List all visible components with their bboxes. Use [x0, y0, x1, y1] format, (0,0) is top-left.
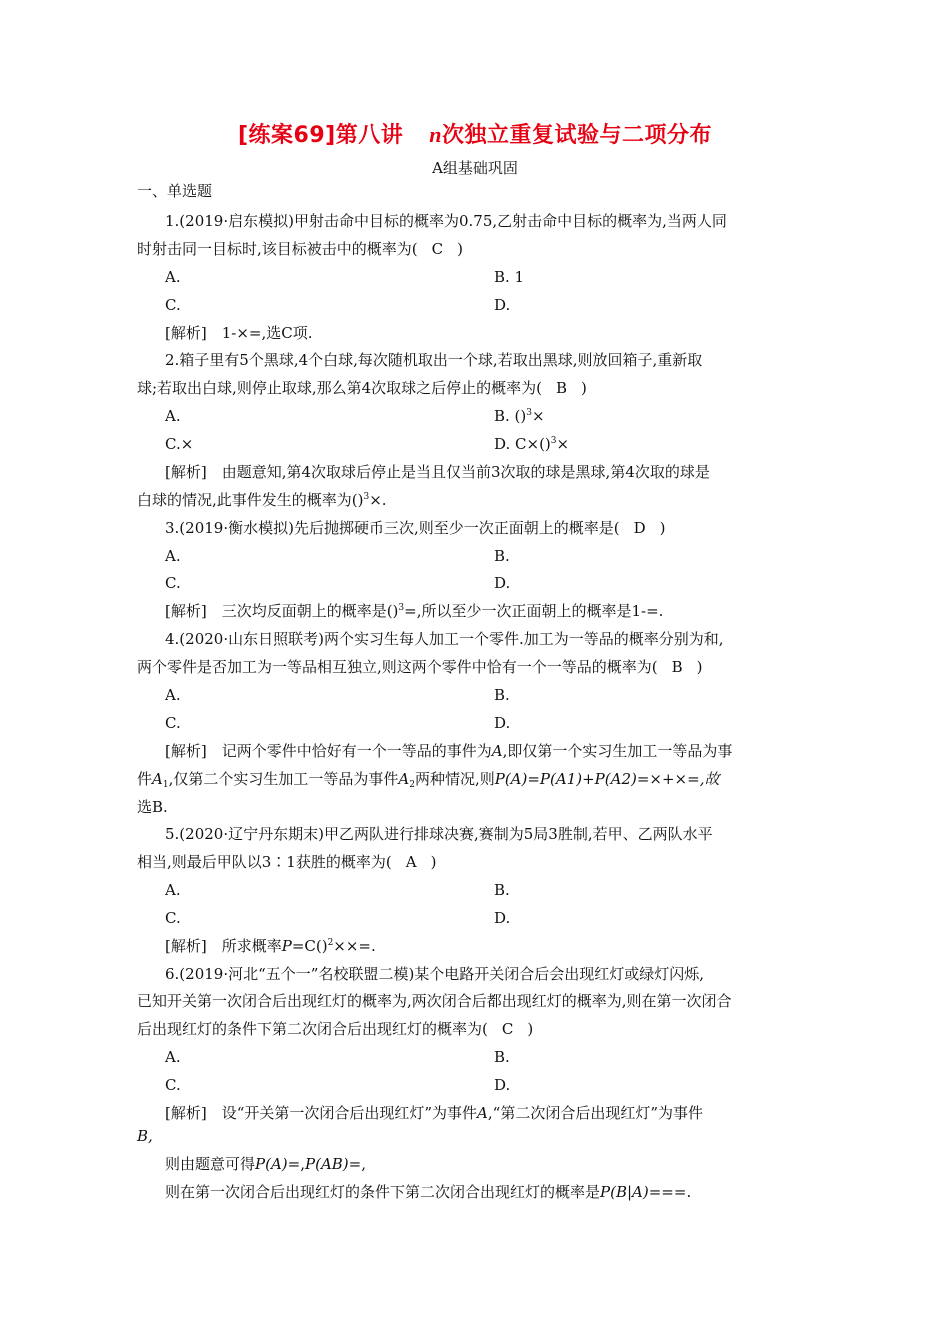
q6-stem-line1: 6.(2019·河北“五个一”名校联盟二模)某个电路开关闭合后会出现红灯或绿灯闪烁,	[165, 965, 705, 983]
q3-answer: D	[633, 519, 646, 537]
q5-analysis: [解析] 所求概率P=C()$^2$××=.	[165, 937, 376, 955]
q1-stem-line1: 1.(2019·启东模拟)甲射击命中目标的概率为0.75,乙射击命中目标的概率为,当两人同	[165, 212, 727, 230]
q4-formula: P(A)=P(A1)+P(A2)=×+×=,故	[494, 770, 720, 788]
q2-option-b: B. ()$^3$×	[494, 407, 545, 425]
q1-option-d: D.	[494, 296, 511, 314]
q6-analysis-line2: B,	[137, 1127, 153, 1145]
q4-option-a: A.	[165, 686, 181, 704]
q4-analysis-line3: 选B.	[137, 798, 168, 816]
q5-option-a: A.	[165, 881, 181, 899]
section-heading: 一、单选题	[137, 182, 213, 200]
q4-option-c: C.	[165, 714, 181, 732]
q3-analysis: [解析] 三次均反面朝上的概率是()$^3$=,所以至少一次正面朝上的概率是1-=.	[165, 602, 664, 620]
q3-option-a: A.	[165, 547, 181, 565]
q6-option-a: A.	[165, 1048, 181, 1066]
title-n: n	[429, 122, 442, 147]
q4-analysis-line2: 件$A_1$,仅第二个实习生加工一等品为事件$A_2$两种情况,则P(A)=P(A1)+P(A2)=×+×=,故	[137, 770, 720, 790]
q4-answer: B	[671, 658, 683, 676]
q6-analysis-line3: 则由题意可得P(A)=,P(AB)=,	[165, 1155, 366, 1173]
q6-option-d: D.	[494, 1076, 511, 1094]
q6-analysis-line4: 则在第一次闭合后出现红灯的条件下第二次闭合出现红灯的概率是P(B|A)===.	[165, 1183, 692, 1201]
q3-option-b: B.	[494, 547, 510, 565]
q5-option-b: B.	[494, 881, 510, 899]
q2-option-c: C.×	[165, 435, 194, 453]
q6-stem-line2: 已知开关第一次闭合后出现红灯的概率为,两次闭合后都出现红灯的概率为,则在第一次闭合	[137, 992, 732, 1010]
q2-option-a: A.	[165, 407, 181, 425]
q5-stem-line1: 5.(2020·辽宁丹东期末)甲乙两队进行排球决赛,赛制为5局3胜制,若甲、乙两队水平	[165, 825, 713, 843]
q3-stem: 3.(2019·衡水模拟)先后抛掷硬币三次,则至少一次正面朝上的概率是( D )	[165, 519, 666, 537]
q3-option-d: D.	[494, 574, 511, 592]
q2-analysis-line1: [解析] 由题意知,第4次取球后停止是当且仅当前3次取的球是黑球,第4次取的球是	[165, 463, 710, 481]
q5-option-d: D.	[494, 909, 511, 927]
title-prefix: [练案69]第八讲	[238, 123, 404, 148]
q1-analysis: [解析] 1-×=,选C项.	[165, 324, 313, 342]
q4-option-b: B.	[494, 686, 510, 704]
q2-analysis-line2: 白球的情况,此事件发生的概率为()$^3$×.	[137, 491, 387, 509]
q2-option-d: D. C×()$^3$×	[494, 435, 570, 453]
q4-stem-line2: 两个零件是否加工为一等品相互独立,则这两个零件中恰有一个一等品的概率为( B )	[137, 658, 703, 676]
q6-stem-line3: 后出现红灯的条件下第二次闭合后出现红灯的概率为( C )	[137, 1020, 534, 1038]
q5-option-c: C.	[165, 909, 181, 927]
q1-option-a: A.	[165, 268, 181, 286]
q6-answer: C	[501, 1020, 514, 1038]
q6-option-b: B.	[494, 1048, 510, 1066]
page-subtitle: A组基础巩固	[432, 159, 518, 177]
q1-stem-line2: 时射击同一目标时,该目标被击中的概率为( C )	[137, 240, 463, 258]
q3-option-c: C.	[165, 574, 181, 592]
q2-stem-line1: 2.箱子里有5个黑球,4个白球,每次随机取出一个球,若取出黑球,则放回箱子,重新取	[165, 351, 703, 369]
q4-stem-line1: 4.(2020·山东日照联考)两个实习生每人加工一个零件.加工为一等品的概率分别为和,	[165, 630, 724, 648]
q4-option-d: D.	[494, 714, 511, 732]
q2-stem-line2: 球;若取出白球,则停止取球,那么第4次取球之后停止的概率为( B )	[137, 379, 587, 397]
q4-analysis-line1: [解析] 记两个零件中恰好有一个一等品的事件为A,即仅第一个实习生加工一等品为事	[165, 742, 733, 760]
q5-stem-line2: 相当,则最后甲队以3∶1获胜的概率为( A )	[137, 853, 437, 871]
page-title	[0, 118, 950, 149]
q2-answer: B	[556, 379, 568, 397]
q5-answer: A	[405, 853, 417, 871]
q1-answer: C	[431, 240, 444, 258]
q6-option-c: C.	[165, 1076, 181, 1094]
q6-analysis-line1: [解析] 设“开关第一次闭合后出现红灯”为事件A,“第二次闭合后出现红灯”为事件	[165, 1104, 703, 1122]
q1-option-c: C.	[165, 296, 181, 314]
q1-option-b: B. 1	[494, 268, 525, 286]
title-rest: 次独立重复试验与二项分布	[441, 123, 712, 148]
